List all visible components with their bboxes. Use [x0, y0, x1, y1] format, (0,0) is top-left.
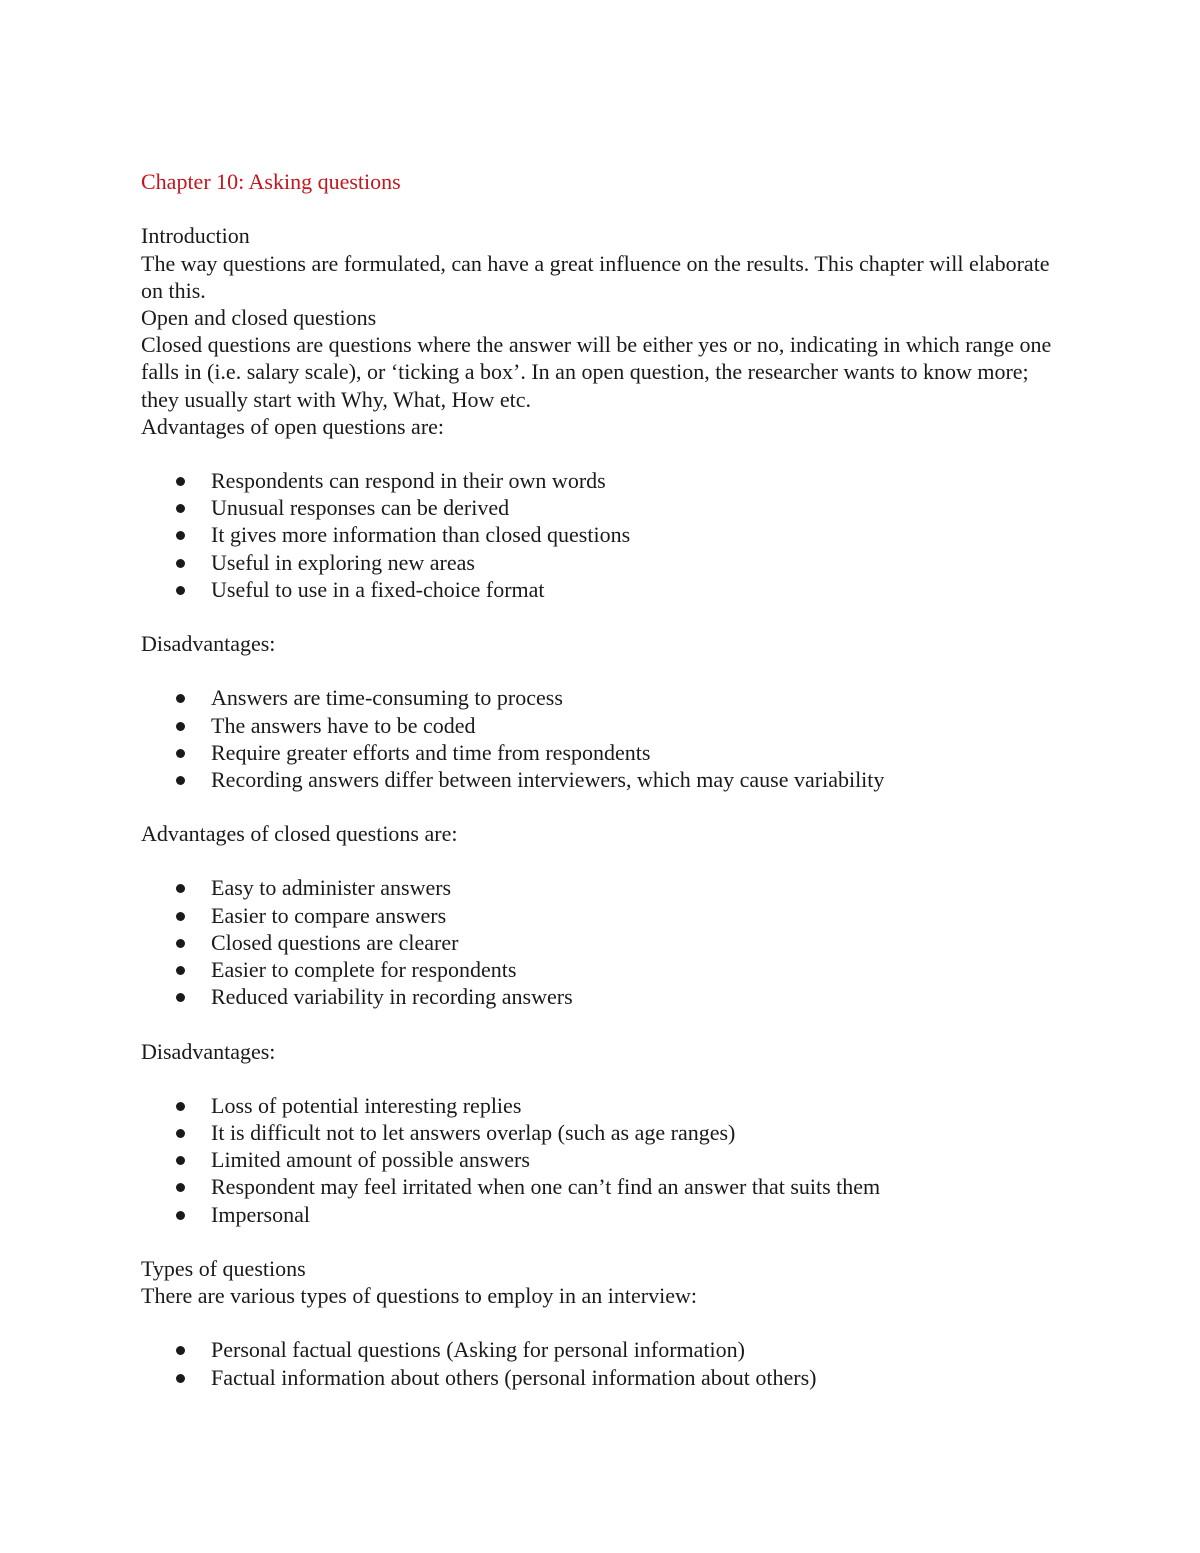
list-item: Loss of potential interesting replies — [141, 1092, 1071, 1119]
closed-advantages-label: Advantages of closed questions are: — [141, 821, 458, 847]
list-item: Respondents can respond in their own words — [141, 467, 1071, 494]
bullet-icon — [176, 586, 185, 595]
list-item: Require greater efforts and time from respondents — [141, 739, 1071, 766]
chapter-title: Chapter 10: Asking questions — [141, 169, 401, 194]
open-disadvantages-label: Disadvantages: — [141, 631, 276, 657]
intro-heading: Introduction — [141, 223, 250, 249]
list-item: Answers are time-consuming to process — [141, 684, 1071, 711]
bullet-icon — [176, 477, 185, 486]
list-item: Useful to use in a fixed-choice format — [141, 576, 1071, 603]
bullet-icon — [176, 1156, 185, 1165]
bullet-icon — [176, 776, 185, 785]
bullet-icon — [176, 1374, 185, 1383]
bullet-icon — [176, 1102, 185, 1111]
types-list — [141, 1336, 1071, 1390]
open-disadvantages-list — [141, 684, 1071, 793]
bullet-icon — [176, 749, 185, 758]
list-item: Easier to complete for respondents — [141, 956, 1071, 983]
closed-advantages-list — [141, 874, 1071, 1010]
bullet-icon — [176, 1211, 185, 1220]
open-advantages-list — [141, 467, 1071, 603]
open-closed-heading: Open and closed questions — [141, 304, 377, 330]
bullet-icon — [176, 1183, 185, 1192]
types-paragraph: There are various types of questions to employ in an interview: — [141, 1283, 697, 1309]
bullet-icon — [176, 993, 185, 1002]
closed-disadvantages-label: Disadvantages: — [141, 1038, 276, 1064]
bullet-icon — [176, 884, 185, 893]
list-item: Useful in exploring new areas — [141, 549, 1071, 576]
list-item: The answers have to be coded — [141, 712, 1071, 739]
list-item: Limited amount of possible answers — [141, 1146, 1071, 1173]
document-page — [141, 168, 1071, 1391]
bullet-icon — [176, 531, 185, 540]
intro-paragraph: The way questions are formulated, can have a great influence on the results. This chapter will elaborate on this. — [141, 250, 1050, 303]
types-heading: Types of questions — [141, 1255, 306, 1281]
list-item: It is difficult not to let answers overlap (such as age ranges) — [141, 1119, 1071, 1146]
bullet-icon — [176, 912, 185, 921]
bullet-icon — [176, 504, 185, 513]
open-closed-paragraph: Closed questions are questions where the answer will be either yes or no, indicating in which range one falls in (i.e. salary scale), or ‘ticking a box’. In an open question, the researcher wants to know more; they usually start with Why, What, How etc. — [141, 332, 1052, 412]
list-item: Recording answers differ between interviewers, which may cause variability — [141, 766, 1071, 793]
list-item: Factual information about others (personal information about others) — [141, 1364, 1071, 1391]
list-item: Unusual responses can be derived — [141, 494, 1071, 521]
open-advantages-label: Advantages of open questions are: — [141, 413, 445, 439]
list-item: Reduced variability in recording answers — [141, 983, 1071, 1010]
bullet-icon — [176, 722, 185, 731]
list-item: Impersonal — [141, 1201, 1071, 1228]
bullet-icon — [176, 1129, 185, 1138]
list-item: Closed questions are clearer — [141, 929, 1071, 956]
bullet-icon — [176, 966, 185, 975]
list-item: Respondent may feel irritated when one can’t find an answer that suits them — [141, 1173, 1071, 1200]
bullet-icon — [176, 1346, 185, 1355]
list-item: It gives more information than closed questions — [141, 521, 1071, 548]
list-item: Easy to administer answers — [141, 874, 1071, 901]
closed-disadvantages-list — [141, 1092, 1071, 1228]
list-item: Easier to compare answers — [141, 902, 1071, 929]
list-item: Personal factual questions (Asking for personal information) — [141, 1336, 1071, 1363]
bullet-icon — [176, 939, 185, 948]
bullet-icon — [176, 694, 185, 703]
bullet-icon — [176, 559, 185, 568]
